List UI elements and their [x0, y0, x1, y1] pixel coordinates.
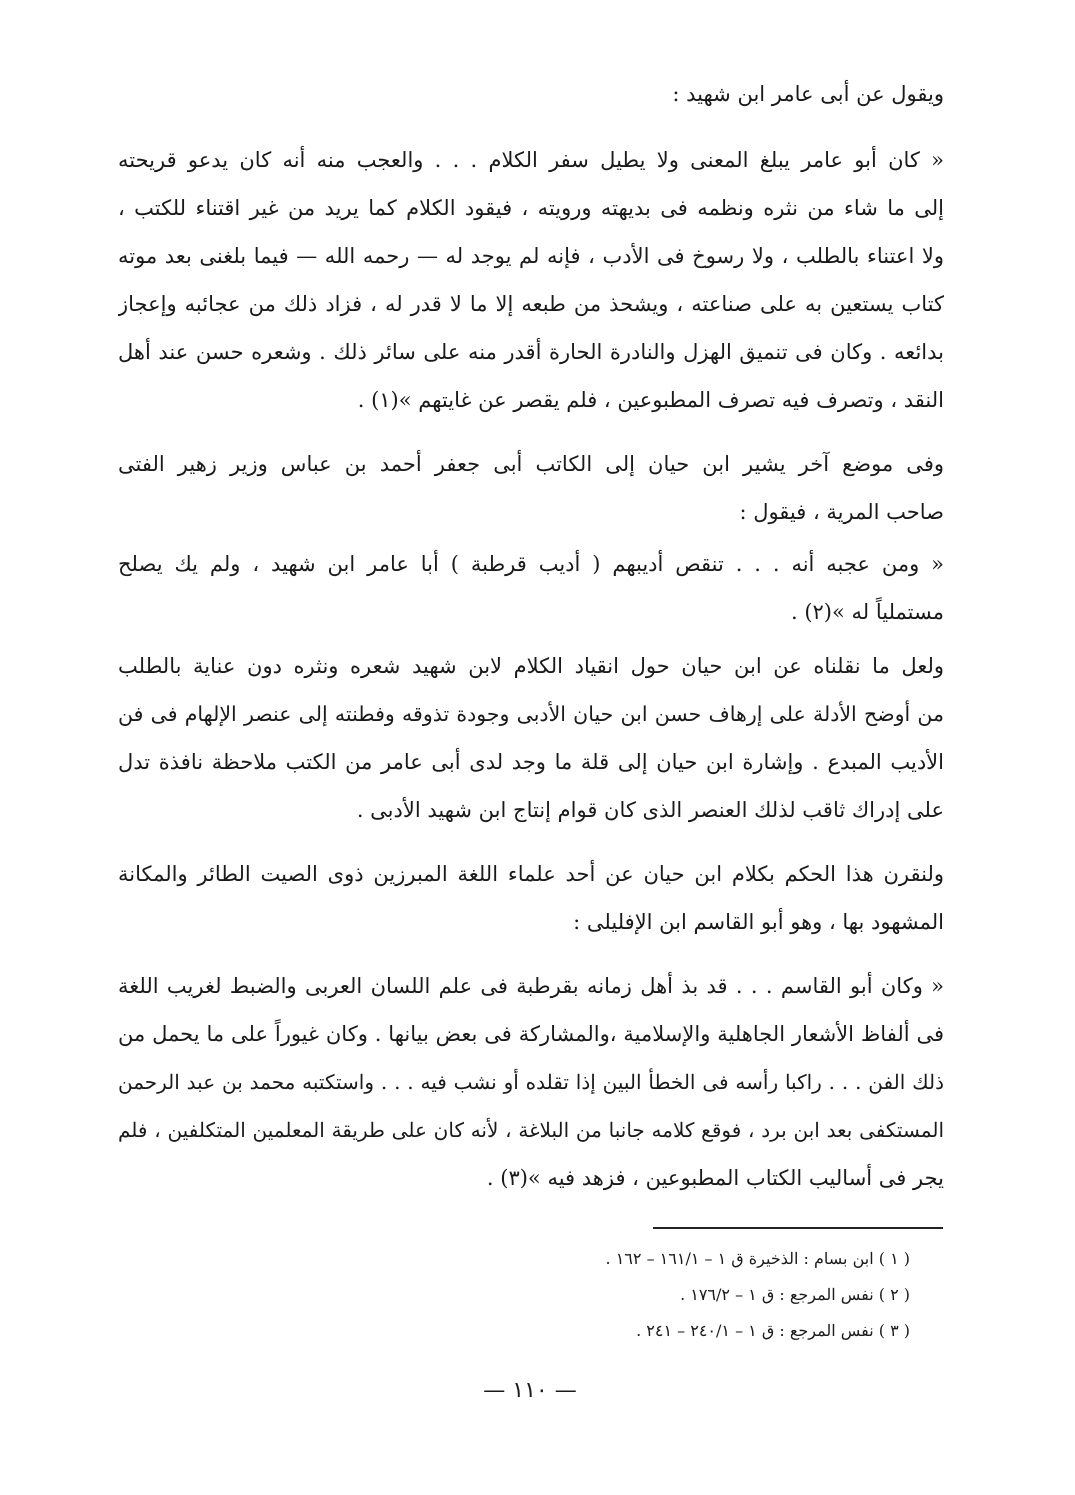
text-line: صاحب المرية ، فيقول :	[739, 500, 944, 524]
paragraph-comparison	[118, 850, 944, 946]
paragraph-quote-ajabih	[118, 540, 944, 636]
footnotes	[420, 1241, 910, 1349]
paragraph-quote-ibn-shuhayd	[118, 136, 944, 424]
text-line: بدائعه . وكان فى تنميق الهزل والنادرة الحارة أقدر منه على سائر ذلك . وشعره حسن عند أهل	[118, 340, 944, 364]
text-line: المستكفى بعد ابن برد ، فوقع كلامه جانبا من البلاغة ، لأنه كان على طريقة المعلمين المتكلفين ، فلم	[118, 1118, 944, 1142]
text-line: ولنقرن هذا الحكم بكلام ابن حيان عن أحد علماء اللغة المبرزين ذوى الصيت الطائر والمكانة	[118, 862, 944, 886]
text-line: مستملياً له »(٢) .	[790, 600, 944, 624]
text-line: « وكان أبو القاسم . . . قد بذ أهل زمانه بقرطبة فى علم اللسان العربى والضبط لغريب اللغة	[118, 974, 944, 998]
footnote-3: ( ٣ ) نفس المرجع : ق ١ – ٢٤٠/١ – ٢٤١ .	[636, 1321, 910, 1340]
footnote-2: ( ٢ ) نفس المرجع : ق ١ – ١٧٦/٢ .	[680, 1285, 910, 1304]
text-line: الأديب المبدع . وإشارة ابن حيان إلى قلة ما وجد لدى أبى عامر من الكتب ملاحظة نافذة تدل	[118, 750, 944, 774]
text-line: ولعل ما نقلناه عن ابن حيان حول انقياد الكلام لابن شهيد شعره ونثره دون عناية بالطلب	[118, 654, 944, 678]
text-line: من أوضح الأدلة على إرهاف حسن ابن حيان الأدبى وجودة تذوقه وفطنته إلى عنصر الإلهام فى فن	[118, 702, 944, 726]
paragraph-analysis	[118, 642, 944, 834]
paragraph-intro	[118, 70, 944, 118]
text-line: فى ألفاظ الأشعار الجاهلية والإسلامية ،والمشاركة فى بعض بيانها . وكان غيوراً على ما يحمل من	[118, 1022, 944, 1046]
footnote-separator	[653, 1227, 943, 1229]
text-line: على إدراك ثاقب لذلك العنصر الذى كان قوام إنتاج ابن شهيد الأدبى .	[356, 798, 944, 822]
page-number: — ١١٠ —	[483, 1378, 577, 1403]
footnote-1: ( ١ ) ابن بسام : الذخيرة ق ١ – ١٦١/١ – ١٦٢ .	[605, 1249, 910, 1268]
paragraph-another-place	[118, 440, 944, 536]
text-line: يجر فى أساليب الكتاب المطبوعين ، فزهد فيه »(٣) .	[486, 1166, 944, 1190]
text-line: إلى ما شاء من نثره ونظمه فى بديهته ورويته ، فيقود الكلام كما يريد من غير اقتناء للكتب ،	[118, 196, 944, 220]
text-line: ولا اعتناء بالطلب ، ولا رسوخ فى الأدب ، فإنه لم يوجد له — رحمه الله — فيما بلغنى بعد موته	[118, 244, 944, 268]
text-line: كتاب يستعين به على صناعته ، ويشحذ من طبعه إلا ما لا قدر له ، فزاد ذلك من عجائبه وإعجاز	[118, 292, 944, 316]
text-line: النقد ، وتصرف فيه تصرف المطبوعين ، فلم يقصر عن غايتهم »(١) .	[357, 388, 944, 412]
paragraph-quote-iflili	[118, 962, 944, 1202]
text-line: وفى موضع آخر يشير ابن حيان إلى الكاتب أبى جعفر أحمد بن عباس وزير زهير الفتى	[118, 452, 944, 476]
text-line: ذلك الفن . . . راكبا رأسه فى الخطأ البين إذا تقلده أو نشب فيه . . . واستكتبه محمد بن عبد الرحمن	[118, 1070, 944, 1094]
text-line: المشهود بها ، وهو أبو القاسم ابن الإفليلى :	[573, 910, 944, 934]
text-line: « كان أبو عامر يبلغ المعنى ولا يطيل سفر الكلام . . . والعجب منه أنه كان يدعو قريحته	[118, 148, 944, 172]
text-line: « ومن عجبه أنه . . . تنقص أديبهم ( أديب قرطبة ) أبا عامر ابن شهيد ، ولم يك يصلح	[118, 552, 944, 576]
text-line: ويقول عن أبى عامر ابن شهيد :	[672, 82, 944, 106]
